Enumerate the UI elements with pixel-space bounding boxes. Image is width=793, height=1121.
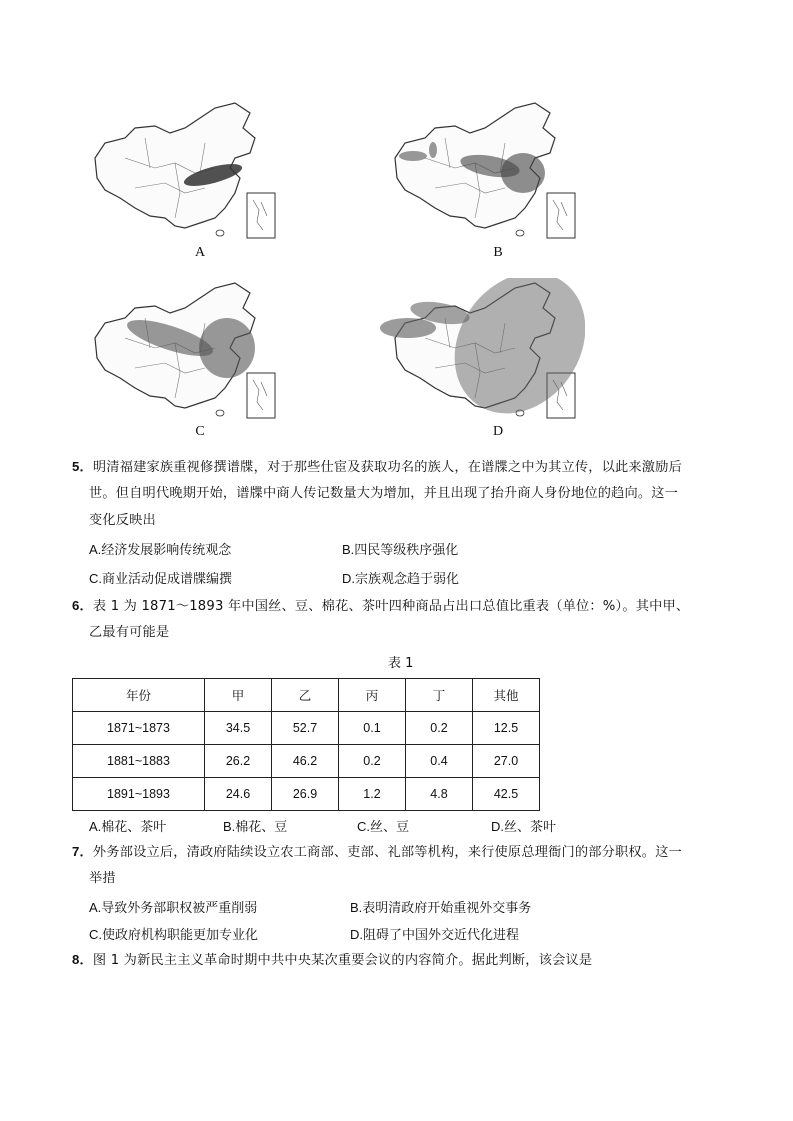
- table-header: 其他: [473, 679, 540, 712]
- map-label-d: D: [492, 424, 504, 439]
- table-row: [73, 712, 540, 745]
- table-cell: 1891~1893: [73, 778, 205, 811]
- map-panel-b: [375, 98, 585, 243]
- q7-option-a[interactable]: A.导致外务部职权被严重削弱: [89, 900, 258, 916]
- china-map-c: [75, 278, 285, 423]
- table-cell: 24.6: [205, 778, 272, 811]
- table-header-row: [73, 679, 540, 712]
- table-cell: 0.2: [406, 712, 473, 745]
- table-cell: 26.2: [205, 745, 272, 778]
- q8-line-1: 8．图 1 为新民主主义革命时期中共中央某次重要会议的内容简介。据此判断，该会议是: [72, 952, 593, 968]
- table-header: 甲: [205, 679, 272, 712]
- table-cell: 0.4: [406, 745, 473, 778]
- table-header: 乙: [272, 679, 339, 712]
- q8-number: 8．: [72, 952, 93, 967]
- table-cell: 26.9: [272, 778, 339, 811]
- q5-line-1: 5．明清福建家族重视修撰谱牒，对于那些仕宦及获取功名的族人，在谱牒之中为其立传，以此来激励后: [72, 459, 682, 475]
- table-caption: 表 1: [388, 656, 414, 671]
- table-header: 年份: [73, 679, 205, 712]
- table-cell: 42.5: [473, 778, 540, 811]
- china-map-a: [75, 98, 285, 243]
- q6-option-a[interactable]: A.棉花、茶叶: [89, 819, 167, 835]
- map-panel-c: [75, 278, 285, 423]
- table-row: [73, 778, 540, 811]
- table-cell: 0.1: [339, 712, 406, 745]
- q7-line-1: 7．外务部设立后，清政府陆续设立农工商部、吏部、礼部等机构，来行使原总理衙门的部分职权。这一: [72, 844, 682, 860]
- q5-line-3: 变化反映出: [89, 513, 156, 528]
- table-cell: 34.5: [205, 712, 272, 745]
- q6-option-b[interactable]: B.棉花、豆: [223, 819, 288, 835]
- q6-line-1: 6．表 1 为 1871～1893 年中国丝、豆、棉花、茶叶四种商品占出口总值比重表（单位：%）。其中甲、: [72, 598, 690, 614]
- table-cell: 46.2: [272, 745, 339, 778]
- q5-line-2: 世。但自明代晚期开始，谱牒中商人传记数量大为增加，并且出现了抬升商人身份地位的趋向。这一: [89, 486, 679, 501]
- map-label-c: C: [195, 424, 205, 439]
- q7-option-c[interactable]: C.使政府机构职能更加专业化: [89, 927, 259, 943]
- table-row: [73, 745, 540, 778]
- q5-option-d[interactable]: D.宗族观念趋于弱化: [342, 571, 460, 587]
- table-header: 丁: [406, 679, 473, 712]
- q5-option-c[interactable]: C.商业活动促成谱牒编撰: [89, 571, 233, 587]
- q7-option-d[interactable]: D.阻碍了中国外交近代化进程: [350, 927, 520, 943]
- q6-number: 6．: [72, 598, 93, 613]
- table-cell: 12.5: [473, 712, 540, 745]
- map-label-b: B: [493, 245, 503, 260]
- q7-line-2: 举措: [89, 871, 116, 886]
- map-panel-d: [375, 278, 585, 423]
- china-map-d: [375, 278, 585, 423]
- table-cell: 27.0: [473, 745, 540, 778]
- map-label-a: A: [194, 245, 206, 260]
- table-cell: 4.8: [406, 778, 473, 811]
- map-panel-a: [75, 98, 285, 243]
- q7-number: 7．: [72, 844, 93, 859]
- table-cell: 1.2: [339, 778, 406, 811]
- table-cell: 1871~1873: [73, 712, 205, 745]
- table-cell: 0.2: [339, 745, 406, 778]
- q5-number: 5．: [72, 459, 93, 474]
- table-header: 丙: [339, 679, 406, 712]
- q6-line-2: 乙最有可能是: [89, 625, 170, 640]
- table-cell: 1881~1883: [73, 745, 205, 778]
- q6-option-c[interactable]: C.丝、豆: [357, 819, 410, 835]
- q5-option-b[interactable]: B.四民等级秩序强化: [342, 542, 459, 558]
- china-map-b: [375, 98, 585, 243]
- q5-option-a[interactable]: A.经济发展影响传统观念: [89, 542, 232, 558]
- export-share-table: [72, 678, 540, 811]
- table-cell: 52.7: [272, 712, 339, 745]
- q6-option-d[interactable]: D.丝、茶叶: [491, 819, 557, 835]
- q7-option-b[interactable]: B.表明清政府开始重视外交事务: [350, 900, 532, 916]
